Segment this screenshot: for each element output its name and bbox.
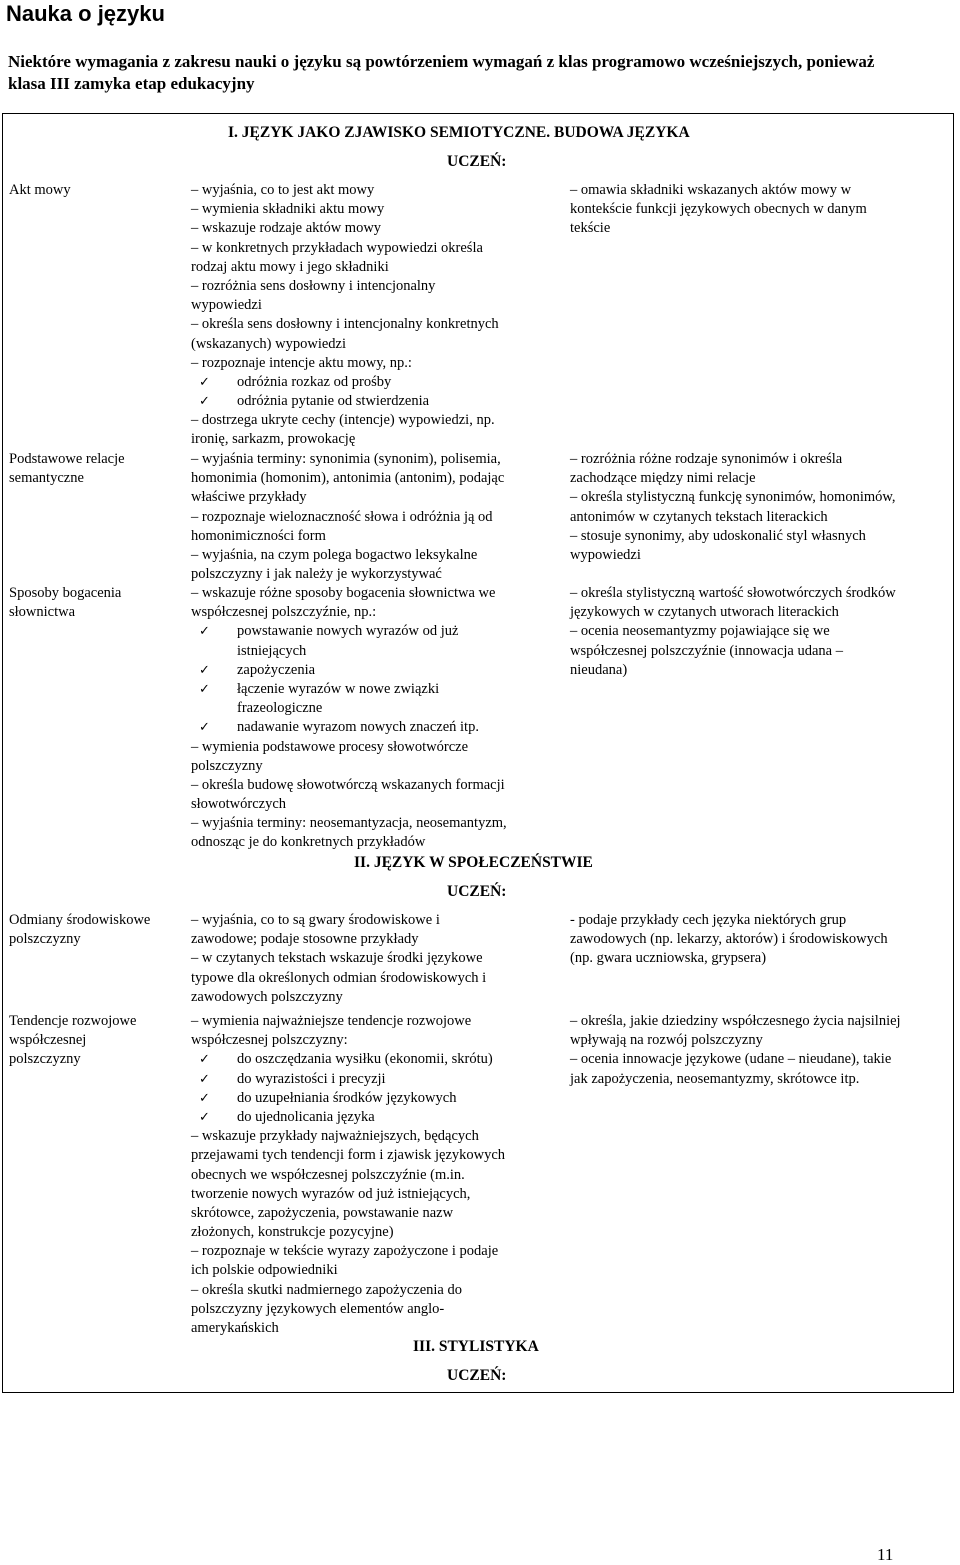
checklist-item <box>191 699 507 718</box>
extended-line: zachodzące między nimi relacje <box>570 470 756 487</box>
requirement-text: – wyjaśnia terminy: neosemantyzacja, neosemantyzm, <box>191 815 507 832</box>
requirement-line <box>191 258 499 277</box>
basic-requirements <box>191 450 504 584</box>
requirement-line <box>191 411 499 430</box>
requirement-text: – wskazuje różne sposoby bogacenia słownictwa we <box>191 585 496 601</box>
checkmark-icon: ✓ <box>199 394 210 410</box>
requirement-text: ich polskie odpowiedniki <box>191 1262 338 1279</box>
requirement-line <box>191 738 507 757</box>
requirement-text: właściwe przykłady <box>191 489 307 506</box>
topic-cell <box>9 450 125 488</box>
requirement-line <box>191 354 499 373</box>
requirement-text: rodzaj aktu mowy i jego składniki <box>191 258 389 275</box>
topic-cell <box>9 1012 136 1070</box>
requirement-text: ironię, sarkazm, prowokację <box>191 431 356 448</box>
requirement-text: wypowiedzi <box>191 297 262 314</box>
requirement-text: – określa budowę słowotwórczą wskazanych formacji <box>191 776 505 793</box>
requirement-text: – wskazuje rodzaje aktów mowy <box>191 220 382 237</box>
requirement-line <box>191 565 504 584</box>
section-uczen-3: UCZEŃ: <box>447 1367 507 1384</box>
requirement-text: – wymienia składniki aktu mowy <box>191 201 385 218</box>
requirement-text: odróżnia pytanie od stwierdzenia <box>237 393 430 410</box>
requirement-text: polszczyzny <box>191 757 263 774</box>
checkmark-icon: ✓ <box>199 1071 210 1087</box>
section-heading-3: III. STYLISTYKA <box>413 1338 539 1355</box>
requirement-text: skrótowce, zapożyczenia, powstawanie nazw <box>191 1204 454 1221</box>
checklist-item <box>191 718 507 737</box>
checkmark-icon: ✓ <box>199 1052 210 1068</box>
extended-line: językowych w czytanych utworach literackich <box>570 604 839 621</box>
requirement-text: – rozpoznaje intencje aktu mowy, np.: <box>191 354 412 371</box>
topic-label: Odmiany środowiskowe <box>9 912 151 928</box>
requirement-text: homonimiczności form <box>191 527 326 544</box>
extended-line: – określa, jakie dziedziny współczesnego życia najsilniej <box>570 1013 901 1029</box>
requirement-text: zawodowe; podaje stosowne przykłady <box>191 931 419 948</box>
requirement-line <box>191 988 486 1007</box>
requirement-line <box>191 181 499 200</box>
requirement-text: – wyjaśnia, co to jest akt mowy <box>191 182 375 198</box>
requirement-line <box>191 833 507 852</box>
requirement-text: tworzenie nowych wyrazów od już istniejących, <box>191 1185 471 1202</box>
requirement-line <box>191 1012 505 1031</box>
section-heading-1: I. JĘZYK JAKO ZJAWISKO SEMIOTYCZNE. BUDOWA JĘZYKA <box>228 124 690 141</box>
requirement-text: obecnych we współczesnej polszczyźnie (m.in. <box>191 1166 465 1183</box>
requirement-line <box>191 584 507 603</box>
checkmark-icon: ✓ <box>199 681 210 697</box>
topic-label: słownictwa <box>9 604 76 621</box>
requirement-text: polszczyzny językowych elementów anglo- <box>191 1300 445 1317</box>
extended-line: jak zapożyczenia, neosemantyzmy, skrótowce itp. <box>570 1070 860 1087</box>
requirement-line <box>191 949 486 968</box>
extended-line: – ocenia neosemantyzmy pojawiające się we <box>570 623 830 640</box>
extended-requirements <box>570 450 896 565</box>
page-title: Nauka o języku <box>6 1 165 26</box>
extended-line: współczesnej polszczyźnie (innowacja udana – <box>570 642 843 659</box>
requirement-text: – rozpoznaje wieloznaczność słowa i odróżnia ją od <box>191 508 493 525</box>
requirement-text: do uzupełniania środków językowych <box>237 1089 457 1106</box>
extended-line: – omawia składniki wskazanych aktów mowy w <box>570 182 852 198</box>
requirement-text: – rozpoznaje w tekście wyrazy zapożyczone i podaje <box>191 1243 499 1260</box>
requirement-text: powstawanie nowych wyrazów od już <box>237 623 459 640</box>
extended-line: – stosuje synonimy, aby udoskonalić styl własnych <box>570 527 866 544</box>
requirement-text: amerykańskich <box>191 1320 279 1336</box>
topic-label: Sposoby bogacenia <box>9 585 122 601</box>
requirement-text: – wyjaśnia, na czym polega bogactwo leksykalne <box>191 546 478 563</box>
extended-line: wypowiedzi <box>570 546 641 563</box>
topic-label: semantyczne <box>9 470 84 487</box>
requirement-line <box>191 239 499 258</box>
basic-requirements <box>191 911 486 1007</box>
requirement-line <box>191 1319 505 1338</box>
checkmark-icon: ✓ <box>199 624 210 640</box>
checklist-item <box>191 680 507 699</box>
requirement-line <box>191 1223 505 1242</box>
requirement-text: zawodowych polszczyzny <box>191 988 343 1005</box>
intro-text: Niektóre wymagania z zakresu nauki o języku są powtórzeniem wymagań z klas programowo wcześniejszych, ponieważ klasa III zamyka etap edukacyjny <box>8 52 875 93</box>
section-heading-2: II. JĘZYK W SPOŁECZEŃSTWIE <box>354 854 593 871</box>
requirement-line <box>191 814 507 833</box>
requirement-line <box>191 911 486 930</box>
topic-label: Podstawowe relacje <box>9 451 125 467</box>
requirement-text: współczesnej polszczyzny: <box>191 1032 348 1049</box>
topic-label: polszczyzny <box>9 931 81 948</box>
requirement-text: odnosząc je do konkretnych przykładów <box>191 834 426 851</box>
requirement-line <box>191 930 486 949</box>
checklist-item <box>191 642 507 661</box>
extended-requirements <box>570 181 867 239</box>
checklist-item <box>191 622 507 641</box>
requirement-line <box>191 1146 505 1165</box>
requirement-text: do ujednolicania języka <box>237 1108 375 1125</box>
requirement-line <box>191 1300 505 1319</box>
requirement-text: słowotwórczych <box>191 796 287 813</box>
requirement-line <box>191 527 504 546</box>
topic-label: polszczyzny <box>9 1051 81 1068</box>
requirement-line <box>191 1204 505 1223</box>
requirement-text: (wskazanych) wypowiedzi <box>191 335 347 352</box>
requirement-text: odróżnia rozkaz od prośby <box>237 373 392 390</box>
requirement-text: przejawami tych tendencji form i zjawisk językowych <box>191 1147 506 1164</box>
extended-line: – określa stylistyczną wartość słowotwórczych środków <box>570 585 896 601</box>
requirement-line <box>191 1185 505 1204</box>
extended-line: – ocenia innowacje językowe (udane – nieudane), takie <box>570 1051 892 1068</box>
requirement-text: istniejących <box>237 642 307 659</box>
requirement-line <box>191 277 499 296</box>
checklist-item <box>191 1089 505 1108</box>
extended-line: wpływają na rozwój polszczyzny <box>570 1032 763 1049</box>
requirement-line <box>191 450 504 469</box>
requirement-text: zapożyczenia <box>237 661 316 678</box>
requirement-line <box>191 1031 505 1050</box>
requirement-text: – w czytanych tekstach wskazuje środki językowe <box>191 950 483 967</box>
topic-label: współczesnej <box>9 1032 87 1049</box>
topic-cell <box>9 584 121 622</box>
requirement-line <box>191 795 507 814</box>
requirement-line <box>191 469 504 488</box>
checkmark-icon: ✓ <box>199 662 210 678</box>
requirement-line <box>191 1281 505 1300</box>
requirement-line <box>191 546 504 565</box>
requirement-line <box>191 969 486 988</box>
requirement-text: łączenie wyrazów w nowe związki <box>237 680 440 697</box>
requirement-text: do wyrazistości i precyzji <box>237 1070 386 1087</box>
extended-line: antonimów w czytanych tekstach literackich <box>570 508 828 525</box>
requirement-line <box>191 1166 505 1185</box>
basic-requirements <box>191 584 507 853</box>
requirement-text: do oszczędzania wysiłku (ekonomii, skrótu) <box>237 1051 493 1068</box>
requirement-text: – określa sens dosłowny i intencjonalny konkretnych <box>191 316 499 333</box>
requirement-text: – wyjaśnia terminy: synonimia (synonim), polisemia, <box>191 451 501 467</box>
requirement-line <box>191 776 507 795</box>
page-number: 11 <box>877 1545 894 1564</box>
checklist-item <box>191 1108 505 1127</box>
extended-line: nieudana) <box>570 661 628 678</box>
requirement-line <box>191 315 499 334</box>
requirement-line <box>191 200 499 219</box>
topic-label: Tendencje rozwojowe <box>9 1013 137 1029</box>
requirement-text: polszczyzny i jak należy je wykorzystywać <box>191 566 442 583</box>
checkmark-icon: ✓ <box>199 374 210 390</box>
extended-line: – rozróżnia różne rodzaje synonimów i określa <box>570 451 843 467</box>
requirement-line <box>191 508 504 527</box>
topic-cell <box>9 181 71 200</box>
checklist-item <box>191 392 499 411</box>
topic-label: Akt mowy <box>9 182 71 198</box>
requirement-line <box>191 430 499 449</box>
checklist-item <box>191 373 499 392</box>
requirement-text: – w konkretnych przykładach wypowiedzi określa <box>191 239 483 256</box>
requirement-text: współczesnej polszczyźnie, np.: <box>191 604 377 621</box>
extended-line: (np. gwara uczniowska, grypsera) <box>570 950 767 967</box>
topic-cell <box>9 911 150 949</box>
checkmark-icon: ✓ <box>199 720 210 736</box>
requirement-text: homonimia (homonim), antonimia (antonim), podając <box>191 470 505 487</box>
requirement-text: – rozróżnia sens dosłowny i intencjonalny <box>191 277 436 294</box>
requirement-text: – określa skutki nadmiernego zapożyczenia do <box>191 1281 462 1298</box>
checkmark-icon: ✓ <box>199 1090 210 1106</box>
requirement-line <box>191 488 504 507</box>
extended-line: kontekście funkcji językowych obecnych w danym <box>570 201 867 218</box>
extended-requirements <box>570 1012 901 1089</box>
extended-requirements <box>570 584 896 680</box>
extended-line: - podaje przykłady cech języka niektórych grup <box>570 912 847 928</box>
requirement-line <box>191 1242 505 1261</box>
checklist-item <box>191 1050 505 1069</box>
requirement-text: frazeologiczne <box>237 700 323 717</box>
checklist-item <box>191 1070 505 1089</box>
checklist-item <box>191 661 507 680</box>
requirement-text: złożonych, konstrukcje pozycyjne) <box>191 1224 394 1241</box>
requirement-text: nadawanie wyrazom nowych znaczeń itp. <box>237 719 479 736</box>
extended-line: tekście <box>570 220 611 237</box>
section-uczen-2: UCZEŃ: <box>447 883 507 900</box>
requirement-line <box>191 1261 505 1280</box>
section-uczen-1: UCZEŃ: <box>447 153 507 170</box>
requirement-text: – wyjaśnia, co to są gwary środowiskowe i <box>191 912 440 928</box>
requirement-text: typowe dla określonych odmian środowiskowych i <box>191 969 487 986</box>
requirement-text: – wymienia podstawowe procesy słowotwórcze <box>191 738 469 755</box>
requirement-line <box>191 757 507 776</box>
extended-requirements <box>570 911 888 969</box>
requirement-line <box>191 1127 505 1146</box>
basic-requirements <box>191 181 499 450</box>
requirement-text: – wymienia najważniejsze tendencje rozwojowe <box>191 1013 472 1029</box>
requirement-text: – wskazuje przykłady najważniejszych, będących <box>191 1128 479 1145</box>
checkmark-icon: ✓ <box>199 1109 210 1125</box>
extended-line: – określa stylistyczną funkcję synonimów, homonimów, <box>570 489 896 506</box>
extended-line: zawodowych (np. lekarzy, aktorów) i środowiskowych <box>570 931 888 948</box>
requirement-line <box>191 335 499 354</box>
basic-requirements <box>191 1012 505 1338</box>
requirement-line <box>191 219 499 238</box>
requirement-line <box>191 603 507 622</box>
requirement-text: – dostrzega ukryte cechy (intencje) wypowiedzi, np. <box>191 412 495 429</box>
requirement-line <box>191 296 499 315</box>
